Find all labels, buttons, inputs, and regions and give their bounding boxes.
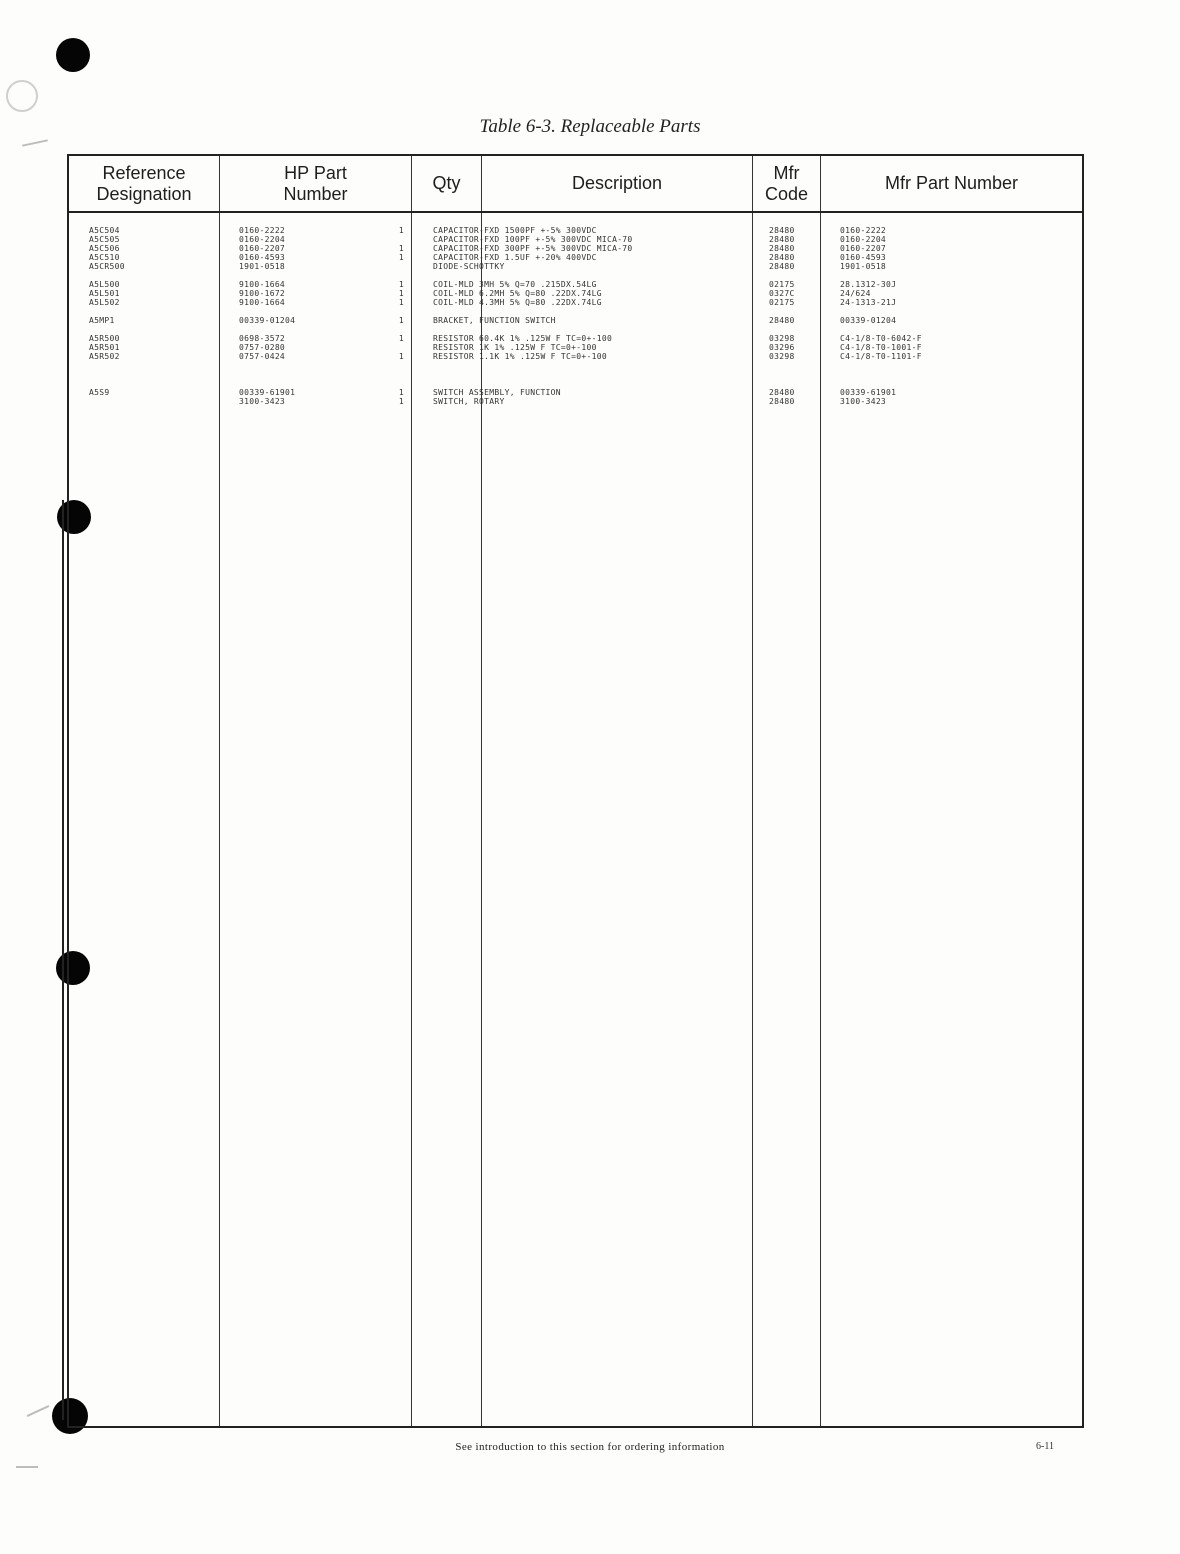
table-cell-hp: 0757-0424 xyxy=(239,352,286,361)
table-cell-hp: 3100-3423 xyxy=(239,397,286,406)
header-mfr-part-number: Mfr Part Number xyxy=(884,173,1019,193)
table-cell-mfr-part: C4-1/8-T0-1001-F xyxy=(840,343,922,352)
group-spacer xyxy=(369,379,404,388)
column-qty xyxy=(369,226,404,406)
table-cell-desc: DIODE-SCHOTTKY xyxy=(433,262,505,271)
group-spacer xyxy=(369,325,404,334)
table-cell-qty: 1 xyxy=(398,280,404,289)
column-divider xyxy=(752,156,753,1426)
group-spacer xyxy=(369,307,404,316)
group-spacer xyxy=(840,370,1070,379)
group-spacer xyxy=(89,361,214,370)
table-cell-qty: 1 xyxy=(398,388,404,397)
group-spacer xyxy=(89,271,214,280)
table-cell-mfr-code: 28480 xyxy=(769,226,795,235)
group-spacer xyxy=(89,379,214,388)
table-cell-ref: A5L500 xyxy=(89,280,120,289)
table-cell-qty: 1 xyxy=(398,298,404,307)
table-cell-mfr-part: 3100-3423 xyxy=(840,397,887,406)
header-mfr-code: Mfr Code xyxy=(764,162,809,204)
table-cell-ref: A5C506 xyxy=(89,244,120,253)
table-cell-desc: CAPACITOR-FXD 1500PF +-5% 300VDC xyxy=(433,226,597,235)
table-cell-mfr-code: 0327C xyxy=(769,289,795,298)
table-cell-hp: 0160-2207 xyxy=(239,244,286,253)
table-cell-mfr-part: 0160-4593 xyxy=(840,253,887,262)
group-spacer xyxy=(89,370,214,379)
table-cell-ref: A5R501 xyxy=(89,343,120,352)
group-spacer xyxy=(769,271,819,280)
group-spacer xyxy=(433,325,748,334)
table-cell-qty: 1 xyxy=(398,316,404,325)
table-cell-desc: COIL-MLD 6.2MH 5% Q=80 .22DX.74LG xyxy=(433,289,602,298)
binder-edge-line xyxy=(62,500,64,1420)
table-cell-hp: 0160-4593 xyxy=(239,253,286,262)
table-cell-mfr-code: 28480 xyxy=(769,262,795,271)
table-cell-hp: 00339-61901 xyxy=(239,388,296,397)
table-cell-ref: A5R500 xyxy=(89,334,120,343)
column-mfr-part-number xyxy=(840,226,1070,406)
group-spacer xyxy=(840,379,1070,388)
group-spacer xyxy=(369,370,404,379)
scan-mark xyxy=(16,1466,38,1468)
header-qty: Qty xyxy=(432,173,461,193)
column-mfr-code xyxy=(769,226,819,406)
table-cell-mfr-part: 24-1313-21J xyxy=(840,298,897,307)
group-spacer xyxy=(369,271,404,280)
footer-note: See introduction to this section for ordering information xyxy=(455,1441,725,1453)
table-cell-desc: SWITCH, ROTARY xyxy=(433,397,505,406)
table-title: Table 6-3. Replaceable Parts xyxy=(479,116,701,137)
table-cell-desc: COIL-MLD 3MH 5% Q=70 .215DX.54LG xyxy=(433,280,597,289)
table-cell-qty: 1 xyxy=(398,352,404,361)
header-description: Description xyxy=(571,173,663,193)
column-divider xyxy=(219,156,220,1426)
table-cell-mfr-part: 0160-2204 xyxy=(840,235,887,244)
group-spacer xyxy=(89,325,214,334)
table-cell-ref: A5C510 xyxy=(89,253,120,262)
table-cell-ref: A5C504 xyxy=(89,226,120,235)
table-cell-hp: 9100-1672 xyxy=(239,289,286,298)
table-cell-qty xyxy=(369,262,404,271)
group-spacer xyxy=(433,361,748,370)
group-spacer xyxy=(89,307,214,316)
table-cell-mfr-part: C4-1/8-T0-1101-F xyxy=(840,352,922,361)
header-rule xyxy=(69,211,1082,213)
table-cell-mfr-part: 00339-61901 xyxy=(840,388,897,397)
table-cell-mfr-code: 03298 xyxy=(769,352,795,361)
table-cell-mfr-part: 0160-2207 xyxy=(840,244,887,253)
group-spacer xyxy=(769,307,819,316)
table-cell-desc: CAPACITOR-FXD 1.5UF +-20% 400VDC xyxy=(433,253,597,262)
table-cell-desc: CAPACITOR-FXD 300PF +-5% 300VDC MICA-70 xyxy=(433,244,633,253)
table-cell-hp: 9100-1664 xyxy=(239,298,286,307)
group-spacer xyxy=(840,325,1070,334)
header-reference-designation: Reference Designation xyxy=(96,162,192,204)
header-hp-part-number: HP Part Number xyxy=(283,162,348,204)
table-cell-desc: RESISTOR 1K 1% .125W F TC=0+-100 xyxy=(433,343,597,352)
table-cell-qty: 1 xyxy=(398,244,404,253)
table-cell-ref: A5L502 xyxy=(89,298,120,307)
table-cell-ref: A5CR500 xyxy=(89,262,125,271)
table-cell-qty: 1 xyxy=(398,226,404,235)
scan-mark xyxy=(27,1405,50,1417)
parts-table xyxy=(67,154,1084,1428)
table-cell-ref: A5L501 xyxy=(89,289,120,298)
table-cell-hp: 00339-01204 xyxy=(239,316,296,325)
table-cell-mfr-code: 02175 xyxy=(769,280,795,289)
table-cell-mfr-part: 00339-01204 xyxy=(840,316,897,325)
group-spacer xyxy=(769,361,819,370)
table-cell-mfr-code: 28480 xyxy=(769,253,795,262)
table-cell-mfr-code: 03298 xyxy=(769,334,795,343)
table-cell-ref: A5MP1 xyxy=(89,316,115,325)
table-cell-mfr-part: C4-1/8-T0-6042-F xyxy=(840,334,922,343)
table-cell-qty: 1 xyxy=(398,289,404,298)
table-cell-mfr-part: 0160-2222 xyxy=(840,226,887,235)
table-cell-mfr-code: 28480 xyxy=(769,244,795,253)
page-number: 6-11 xyxy=(1036,1441,1054,1452)
table-cell-ref: A5C505 xyxy=(89,235,120,244)
group-spacer xyxy=(840,307,1070,316)
group-spacer xyxy=(433,271,748,280)
table-cell-ref: A5R502 xyxy=(89,352,120,361)
faint-hole-mark xyxy=(6,80,38,112)
group-spacer xyxy=(369,361,404,370)
table-cell-qty: 1 xyxy=(398,397,404,406)
binder-hole-top xyxy=(56,38,90,72)
table-cell-qty xyxy=(369,343,404,352)
table-cell-desc: SWITCH ASSEMBLY, FUNCTION xyxy=(433,388,561,397)
table-cell-mfr-part: 24/624 xyxy=(840,289,871,298)
table-cell-mfr-code: 28480 xyxy=(769,388,795,397)
table-cell-hp: 0698-3572 xyxy=(239,334,286,343)
table-cell-hp: 9100-1664 xyxy=(239,280,286,289)
table-cell-mfr-part: 1901-0518 xyxy=(840,262,887,271)
scan-mark xyxy=(22,139,48,146)
group-spacer xyxy=(433,307,748,316)
table-cell-ref xyxy=(89,397,214,406)
group-spacer xyxy=(433,370,748,379)
group-spacer xyxy=(769,379,819,388)
group-spacer xyxy=(840,361,1070,370)
group-spacer xyxy=(840,271,1070,280)
table-cell-mfr-code: 28480 xyxy=(769,316,795,325)
table-cell-desc: CAPACITOR-FXD 100PF +-5% 300VDC MICA-70 xyxy=(433,235,633,244)
group-spacer xyxy=(769,325,819,334)
table-cell-mfr-part: 28.1312-30J xyxy=(840,280,897,289)
table-cell-mfr-code: 28480 xyxy=(769,235,795,244)
table-cell-hp: 0160-2222 xyxy=(239,226,286,235)
table-cell-hp: 0160-2204 xyxy=(239,235,286,244)
group-spacer xyxy=(433,379,748,388)
group-spacer xyxy=(769,370,819,379)
table-cell-qty: 1 xyxy=(398,253,404,262)
table-cell-ref: A5S9 xyxy=(89,388,110,397)
table-cell-desc: RESISTOR 1.1K 1% .125W F TC=0+-100 xyxy=(433,352,607,361)
column-description xyxy=(433,226,748,406)
table-cell-hp: 1901-0518 xyxy=(239,262,286,271)
table-cell-desc: RESISTOR 60.4K 1% .125W F TC=0+-100 xyxy=(433,334,613,343)
table-cell-hp: 0757-0280 xyxy=(239,343,286,352)
table-cell-mfr-code: 28480 xyxy=(769,397,795,406)
table-cell-mfr-code: 03296 xyxy=(769,343,795,352)
table-cell-qty xyxy=(369,235,404,244)
column-reference-designation xyxy=(89,226,214,406)
column-divider xyxy=(820,156,821,1426)
table-cell-desc: COIL-MLD 4.3MH 5% Q=80 .22DX.74LG xyxy=(433,298,602,307)
table-cell-desc: BRACKET, FUNCTION SWITCH xyxy=(433,316,556,325)
column-divider xyxy=(411,156,412,1426)
table-cell-qty: 1 xyxy=(398,334,404,343)
table-cell-mfr-code: 02175 xyxy=(769,298,795,307)
